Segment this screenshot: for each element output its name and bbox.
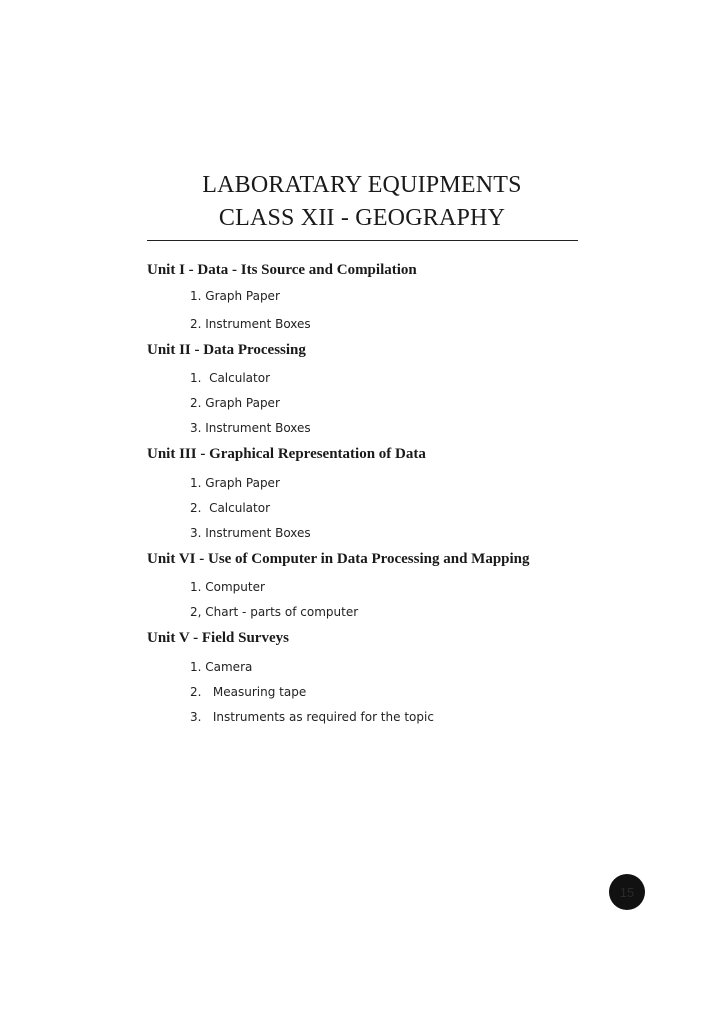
page-number-badge xyxy=(609,874,645,910)
list-item: 1. Camera xyxy=(190,660,253,674)
list-item: 2, Chart - parts of computer xyxy=(190,605,359,619)
list-item: 1. Graph Paper xyxy=(190,289,280,303)
list-item: 3. Instrument Boxes xyxy=(190,421,311,435)
document-title: LABORATARY EQUIPMENTS xyxy=(202,172,522,198)
list-item: 1. Computer xyxy=(190,580,265,594)
page-number: 15 xyxy=(619,884,635,900)
document-subtitle: CLASS XII - GEOGRAPHY xyxy=(218,205,506,231)
unit-heading: Unit VI - Use of Computer in Data Processing and Mapping xyxy=(147,551,530,567)
unit-heading: Unit V - Field Surveys xyxy=(147,630,289,646)
title-divider xyxy=(147,240,578,241)
list-item: 3. Instrument Boxes xyxy=(190,526,311,540)
unit-heading: Unit III - Graphical Representation of Data xyxy=(147,446,426,462)
list-item: 2. Measuring tape xyxy=(190,685,307,699)
list-item: 3. Instruments as required for the topic xyxy=(190,710,434,724)
unit-heading: Unit I - Data - Its Source and Compilation xyxy=(147,262,417,278)
list-item: 2. Calculator xyxy=(190,501,271,515)
list-item: 2. Graph Paper xyxy=(190,396,280,410)
list-item: 1. Graph Paper xyxy=(190,476,280,490)
list-item: 1. Calculator xyxy=(190,371,271,385)
unit-heading: Unit II - Data Processing xyxy=(147,342,306,358)
list-item: 2. Instrument Boxes xyxy=(190,317,311,331)
